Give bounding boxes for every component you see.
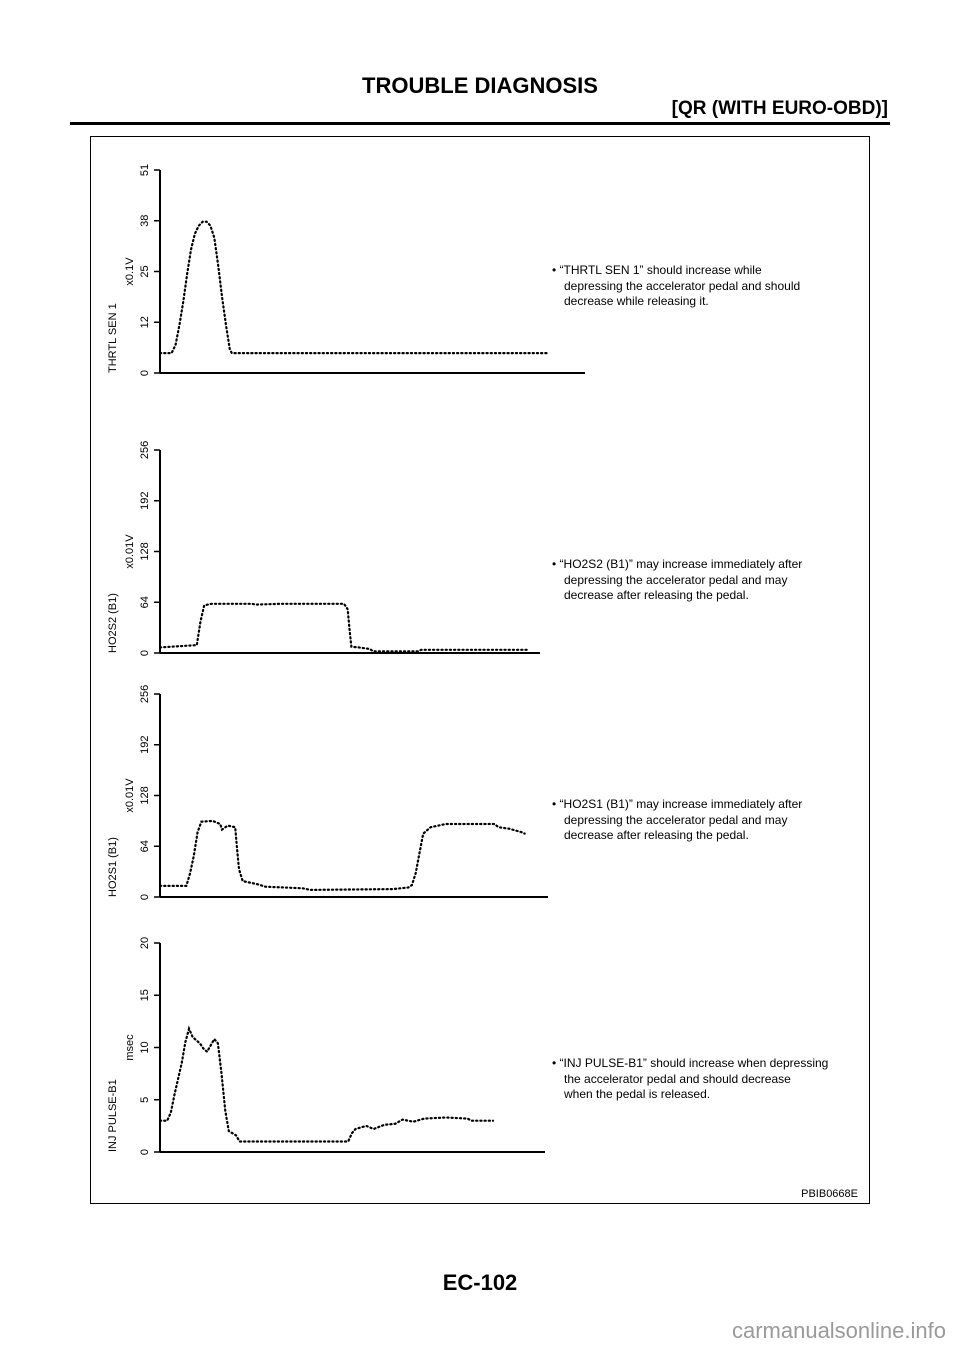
y-tick-label: 192 (139, 735, 151, 754)
y-tick-label: 0 (139, 649, 151, 657)
note-line: • “INJ PULSE-B1” should increase when depressing (552, 1056, 829, 1070)
y-tick-label: 0 (139, 369, 151, 377)
page-title: TROUBLE DIAGNOSIS (362, 73, 598, 98)
y-tick-label: 10 (139, 1041, 151, 1054)
note-line: • “HO2S2 (B1)” may increase immediately after (552, 557, 803, 571)
note-line: depressing the accelerator pedal and should (564, 278, 801, 293)
note-line: • “THRTL SEN 1” should increase while (552, 263, 762, 277)
note-ho2s1 (552, 797, 882, 844)
y-axis-unit: x0.1V (124, 257, 136, 286)
figure-id: PBIB0668E (801, 1188, 858, 1200)
watermark: carmanualsonline.info (731, 1318, 946, 1343)
y-axis-title: HO2S1 (B1) (107, 837, 119, 897)
y-axis-unit: x0.01V (124, 534, 136, 569)
y-tick-label: 15 (139, 989, 151, 1002)
y-tick-label: 0 (139, 893, 151, 901)
note-line: depressing the accelerator pedal and may (564, 812, 788, 827)
series-line (160, 821, 525, 890)
y-tick-label: 192 (139, 491, 151, 510)
y-tick-label: 12 (139, 316, 151, 329)
y-tick-label: 64 (139, 596, 151, 609)
y-axis-unit: x0.01V (124, 778, 136, 813)
y-tick-label: 256 (139, 440, 151, 460)
y-tick-label: 256 (139, 684, 151, 704)
note-line: when the pedal is released. (564, 1087, 711, 1101)
note-line: the accelerator pedal and should decrease (564, 1071, 791, 1086)
y-tick-label: 128 (139, 542, 151, 561)
y-tick-label: 51 (139, 163, 151, 177)
note-line: decrease while releasing it. (564, 294, 709, 308)
y-tick-label: 0 (139, 1148, 151, 1156)
y-tick-label: 128 (139, 786, 151, 805)
note-line: decrease after releasing the pedal. (564, 588, 749, 602)
page-number: EC-102 (442, 1270, 518, 1295)
note-line: • “HO2S1 (B1)” may increase immediately after (552, 797, 803, 811)
series-line (160, 604, 528, 652)
series-line (160, 222, 548, 353)
y-tick-label: 5 (139, 1096, 151, 1103)
note-ho2s2 (552, 557, 882, 604)
page-subtitle: [QR (WITH EURO-OBD)] (671, 98, 888, 119)
note-thrtl-sen-1 (552, 263, 882, 310)
note-line: decrease after releasing the pedal. (564, 828, 749, 842)
y-axis-unit: msec (124, 1034, 136, 1061)
series-line (160, 1029, 493, 1142)
note-line: depressing the accelerator pedal and may (564, 572, 788, 587)
y-axis-title: THRTL SEN 1 (107, 303, 119, 373)
y-axis-title: HO2S2 (B1) (107, 593, 119, 653)
y-tick-label: 64 (139, 840, 151, 853)
y-axis-title: INJ PULSE-B1 (107, 1079, 119, 1152)
note-inj-pulse (552, 1056, 882, 1103)
y-tick-label: 25 (139, 265, 151, 278)
y-tick-label: 20 (139, 936, 151, 950)
y-tick-label: 38 (139, 214, 151, 227)
